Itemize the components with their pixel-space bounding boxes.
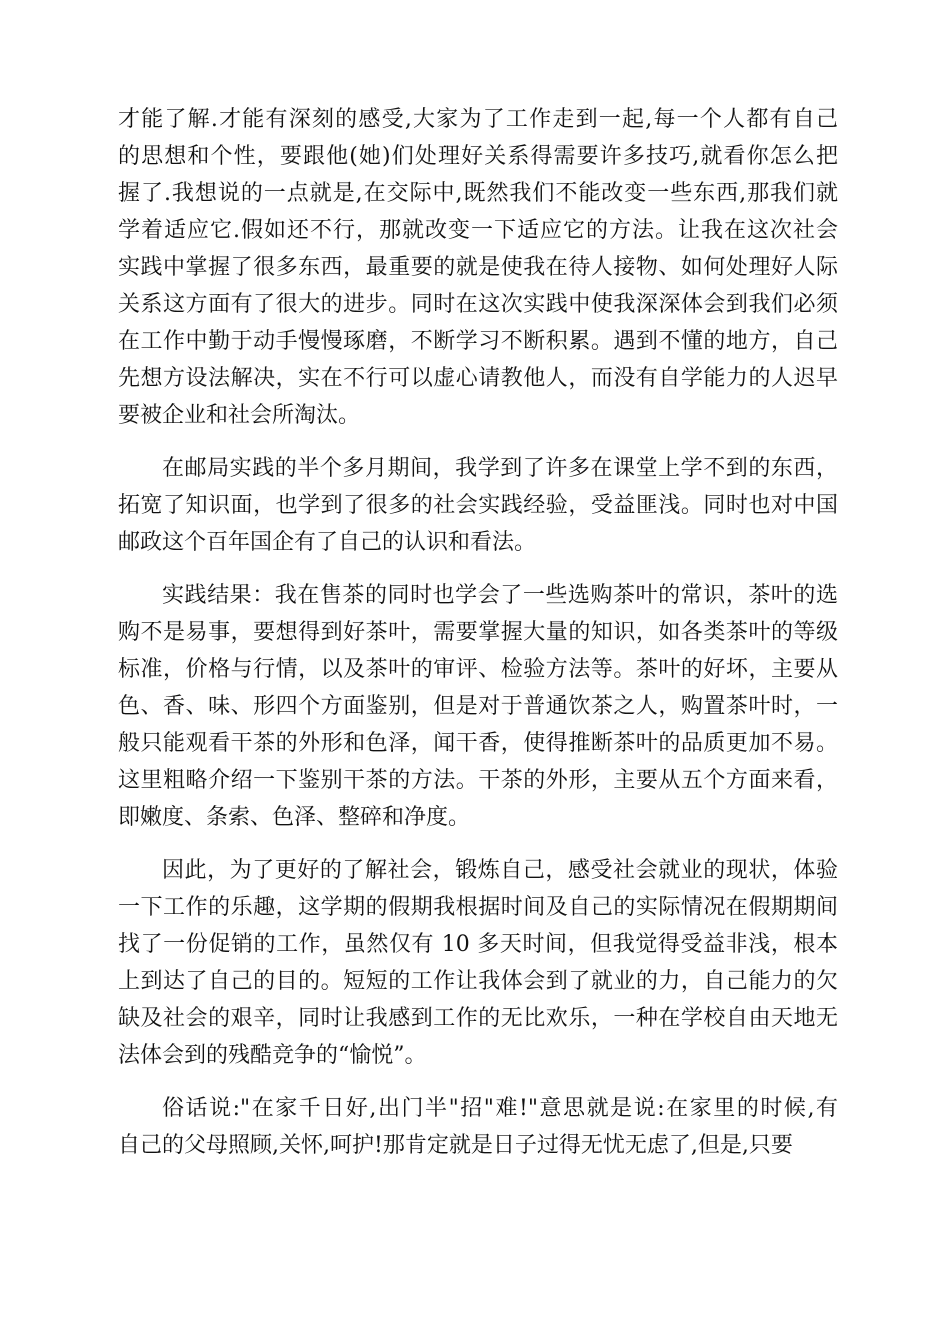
text-line: 学着适应它.假如还不行，那就改变一下适应它的方法。让我在这次社会 bbox=[118, 218, 838, 243]
paragraph bbox=[118, 577, 838, 836]
text-line: 实践中掌握了很多东西，最重要的就是使我在待人接物、如何处理好人际 bbox=[118, 255, 838, 280]
text-line: 购不是易事，要想得到好茶叶，需要掌握大量的知识，如各类茶叶的等级 bbox=[118, 620, 838, 645]
text-line: 因此，为了更好的了解社会，锻炼自己，感受社会就业的现状，体验 bbox=[162, 858, 838, 883]
text-line: 先想方设法解决，实在不行可以虚心请教他人，而没有自学能力的人迟早 bbox=[118, 366, 838, 391]
text-line: 实践结果：我在售茶的同时也学会了一些选购茶叶的常识，茶叶的选 bbox=[162, 583, 838, 608]
text-line: 的思想和个性，要跟他(她)们处理好关系得需要许多技巧,就看你怎么把 bbox=[118, 144, 838, 169]
text-line: 握了.我想说的一点就是,在交际中,既然我们不能改变一些东西,那我们就 bbox=[118, 181, 838, 206]
text-line: 即嫩度、条索、色泽、整碎和净度。 bbox=[118, 805, 471, 830]
document-page bbox=[118, 101, 838, 1164]
paragraph bbox=[118, 1090, 838, 1164]
text-line: 色、香、味、形四个方面鉴别，但是对于普通饮茶之人，购置茶叶时，一 bbox=[118, 694, 838, 719]
paragraph bbox=[118, 101, 838, 434]
paragraph bbox=[118, 852, 838, 1074]
text-line: 法体会到的残酷竞争的“愉悦”。 bbox=[118, 1043, 427, 1068]
text-line: 上到达了自己的目的。短短的工作让我体会到了就业的力，自己能力的欠 bbox=[118, 969, 838, 994]
text-line: 俗话说:"在家千日好,出门半"招"难!"意思就是说:在家里的时候,有 bbox=[162, 1096, 838, 1121]
text-line: 邮政这个百年国企有了自己的认识和看法。 bbox=[118, 530, 537, 555]
paragraph bbox=[118, 450, 838, 561]
paragraph-gap bbox=[118, 434, 838, 450]
text-line: 关系这方面有了很大的进步。同时在这次实践中使我深深体会到我们必须 bbox=[118, 292, 838, 317]
text-line: 要被企业和社会所淘汰。 bbox=[118, 403, 361, 428]
text-line: 在工作中勤于动手慢慢琢磨，不断学习不断积累。遇到不懂的地方，自己 bbox=[118, 329, 838, 354]
text-line: 缺及社会的艰辛，同时让我感到工作的无比欢乐，一种在学校自由天地无 bbox=[118, 1006, 838, 1031]
text-line: 标准，价格与行情，以及茶叶的审评、检验方法等。茶叶的好坏，主要从 bbox=[118, 657, 838, 682]
text-line: 拓宽了知识面，也学到了很多的社会实践经验，受益匪浅。同时也对中国 bbox=[118, 493, 838, 518]
text-line: 自己的父母照顾,关怀,呵护!那肯定就是日子过得无忧无虑了,但是,只要 bbox=[118, 1133, 793, 1158]
text-line: 才能了解.才能有深刻的感受,大家为了工作走到一起,每一个人都有自己 bbox=[118, 107, 838, 132]
text-line: 在邮局实践的半个多月期间，我学到了许多在课堂上学不到的东西， bbox=[162, 456, 838, 481]
text-line: 这里粗略介绍一下鉴别干茶的方法。干茶的外形，主要从五个方面来看， bbox=[118, 768, 838, 793]
paragraph-gap bbox=[118, 561, 838, 577]
paragraph-gap bbox=[118, 1074, 838, 1090]
text-line: 一下工作的乐趣，这学期的假期我根据时间及自己的实际情况在假期期间 bbox=[118, 895, 838, 920]
text-line: 找了一份促销的工作，虽然仅有 10 多天时间，但我觉得受益非浅，根本 bbox=[118, 932, 838, 957]
paragraph-gap bbox=[118, 836, 838, 852]
text-line: 般只能观看干茶的外形和色泽，闻干香，使得推断茶叶的品质更加不易。 bbox=[118, 731, 838, 756]
